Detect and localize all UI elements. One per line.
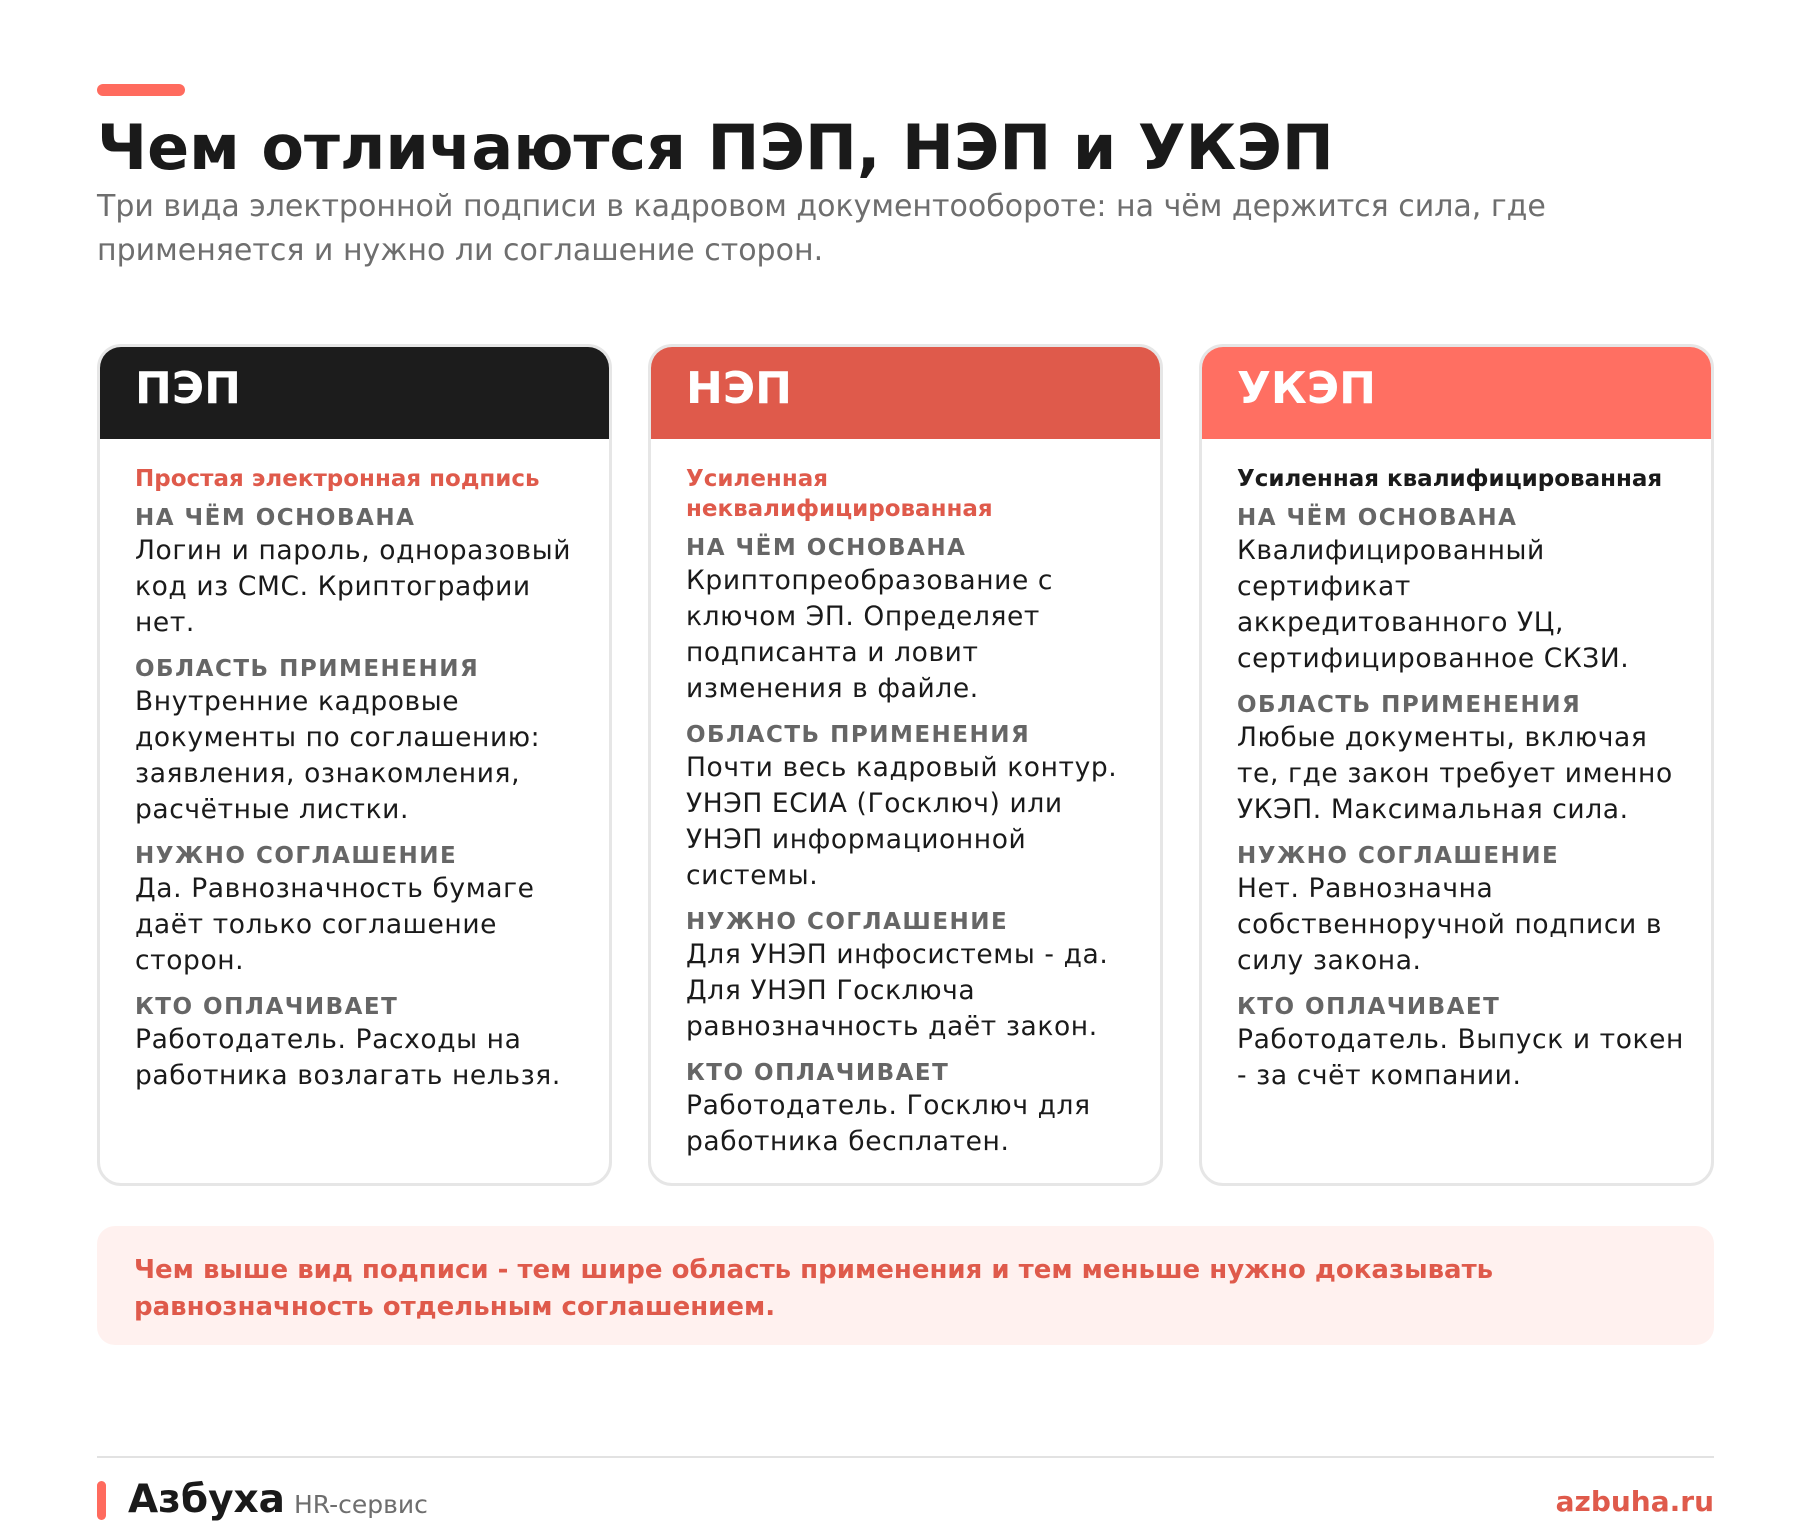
agreement-label: НУЖНО СОГЛАШЕНИЕ: [135, 843, 458, 869]
agreement-text: Для УНЭП инфосистемы - да. Для УНЭП Госключа равнозначность даёт закон.: [686, 939, 1109, 1042]
summary-note: Чем выше вид подписи - тем шире область применения и тем меньше нужно доказывать равнозначность отдельным соглашением.: [97, 1226, 1714, 1345]
payer-label: КТО ОПЛАЧИВАЕТ: [1237, 994, 1501, 1020]
card-kind: Усиленная неквалифицированная: [686, 466, 993, 522]
footer-divider: [97, 1456, 1714, 1458]
card-header: ПЭП: [97, 344, 612, 439]
agreement-label: НУЖНО СОГЛАШЕНИЕ: [686, 909, 1009, 935]
scope-text: Любые документы, включая те, где закон требует именно УКЭП. Максимальная сила.: [1237, 722, 1673, 825]
basis-text: Логин и пароль, одноразовый код из СМС. Криптографии нет.: [135, 535, 572, 638]
scope-label: ОБЛАСТЬ ПРИМЕНЕНИЯ: [135, 656, 480, 682]
scope-text: Почти весь кадровый контур. УНЭП ЕСИА (Госключ) или УНЭП информационной системы.: [686, 752, 1118, 891]
brand-name: Азбуха: [128, 1477, 285, 1522]
title-accent-bar: [97, 84, 185, 96]
scope-label: ОБЛАСТЬ ПРИМЕНЕНИЯ: [1237, 692, 1582, 718]
basis-text: Криптопреобразование с ключом ЭП. Определяет подписанта и ловит изменения в файле.: [686, 565, 1054, 704]
footer-accent-bar: [97, 1481, 106, 1520]
brand-subtitle: HR-сервис: [294, 1490, 428, 1519]
card-body: [1237, 464, 1687, 1107]
basis-text: Квалифицированный сертификат аккредитованного УЦ, сертифицированное СКЗИ.: [1237, 535, 1630, 674]
basis-label: НА ЧЁМ ОСНОВАНА: [686, 535, 967, 561]
card-ukep: [1199, 344, 1714, 1186]
card-nep: [648, 344, 1163, 1186]
scope-text: Внутренние кадровые документы по соглашению: заявления, ознакомления, расчётные листки.: [135, 686, 541, 825]
card-body: [686, 464, 1136, 1173]
payer-text: Работодатель. Госключ для работника бесплатен.: [686, 1090, 1091, 1157]
card-kind: Усиленная квалифицированная: [1237, 466, 1663, 492]
card-kind: Простая электронная подпись: [135, 466, 540, 492]
payer-text: Работодатель. Расходы на работника возлагать нельзя.: [135, 1024, 561, 1091]
payer-label: КТО ОПЛАЧИВАЕТ: [686, 1060, 950, 1086]
site-link[interactable]: azbuha.ru: [1555, 1485, 1714, 1518]
card-pep: [97, 344, 612, 1186]
payer-label: КТО ОПЛАЧИВАЕТ: [135, 994, 399, 1020]
scope-label: ОБЛАСТЬ ПРИМЕНЕНИЯ: [686, 722, 1031, 748]
card-header: НЭП: [648, 344, 1163, 439]
card-body: [135, 464, 585, 1107]
infographic-page: [97, 0, 1714, 1540]
agreement-text: Нет. Равнозначна собственноручной подписи в силу закона.: [1237, 873, 1663, 976]
page-title: Чем отличаются ПЭП, НЭП и УКЭП: [97, 111, 1334, 184]
signature-cards: [97, 344, 1714, 1186]
basis-label: НА ЧЁМ ОСНОВАНА: [135, 505, 416, 531]
page-subtitle: Три вида электронной подписи в кадровом документообороте: на чём держится сила, где применяется и нужно ли соглашение сторон.: [97, 189, 1546, 268]
basis-label: НА ЧЁМ ОСНОВАНА: [1237, 505, 1518, 531]
agreement-text: Да. Равнозначность бумаге даёт только соглашение сторон.: [135, 873, 535, 976]
card-header: УКЭП: [1199, 344, 1714, 439]
agreement-label: НУЖНО СОГЛАШЕНИЕ: [1237, 843, 1560, 869]
payer-text: Работодатель. Выпуск и токен - за счёт компании.: [1237, 1024, 1684, 1091]
